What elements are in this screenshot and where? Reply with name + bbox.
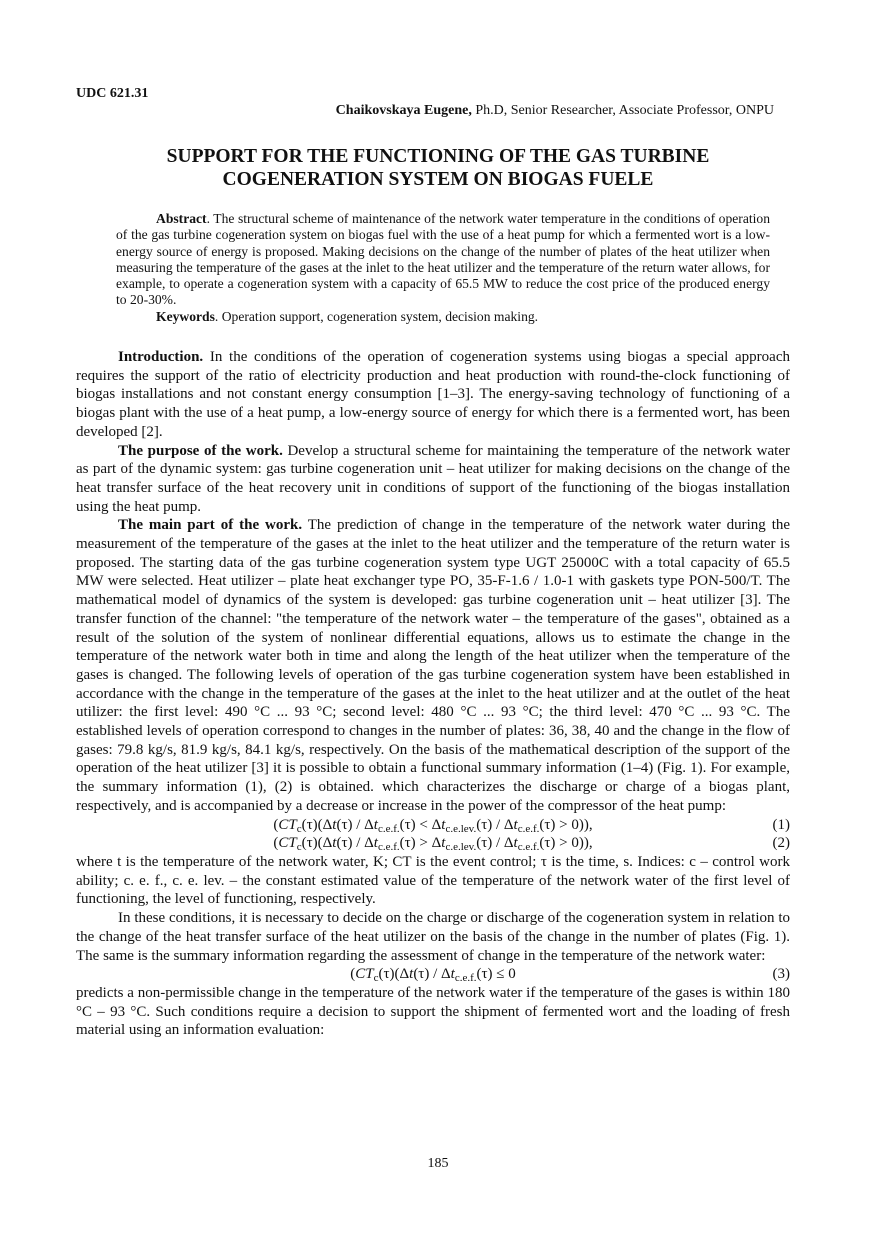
- main-part-text: The prediction of change in the temperature of the network water during the measurement of the temperature of the gases at the inlet to the heat utilizer and the temperature of the return water is proposed. The starting data of the gas turbine cogeneration system type UGT 25000C with a total capacity of 65.5 MW were selected. Heat utilizer – plate heat exchanger type PO, 35-F-1.6 / 1.0-1 with gaskets type PON-500/T. The mathematical model of dynamics of the system is developed: gas turbine cogeneration unit – heat utilizer [3]. The transfer function of the channel: "the temperature of the network water – the temperature of the gases", obtained as a result of the solution of the system of nonlinear differential equations, allows us to estimate the change in the temperature of the network water both in time and along the length of the heat utilizer when the temperature of the gases is changed. The following levels of operation of the gas turbine cogeneration system have been established in accordance with the change in the temperature of the gases at the inlet to the heat utilizer and at the outlet of the heat utilizer: the first level: 490 °C ... 93 °C; second level: 480 °C ... 93 °C; the third level: 470 °C ... 93 °C. The established levels of operation correspond to changes in the number of plates: 36, 38, 40 and the change in the flow of gases: 79.8 kg/s, 81.9 kg/s, 84.1 kg/s, respectively. On the basis of the mathematical description of the support of the operation of the heat utilizer [3] it is possible to obtain a functional summary information (1–4) (Fig. 1). For example, the summary information (1), (2) is obtained. which characterizes the discharge or charge of a biogas plant, respectively, and is accompanied by a decrease or increase in the power of the compressor of the heat pump:: [76, 517, 791, 814]
- equation-subscript: c.e.lev.: [445, 841, 477, 854]
- introduction-lead: Introduction.: [118, 349, 204, 365]
- equation-term: (: [273, 835, 279, 852]
- equation-subscript: c: [296, 841, 302, 854]
- author-affiliation: Ph.D, Senior Researcher, Associate Professor, ONPU: [471, 103, 774, 118]
- equation-term: (τ) > 0)),: [539, 816, 593, 833]
- keywords-lead: Keywords: [156, 308, 215, 324]
- page-number: 185: [427, 1156, 449, 1171]
- equation-subscript: c.e.f.: [454, 972, 477, 985]
- equation-term: CT: [278, 835, 297, 852]
- equation-subscript: c.e.lev.: [445, 822, 477, 835]
- abstract-lead: Abstract: [156, 211, 207, 226]
- main-part-paragraph: [76, 516, 790, 815]
- equation-subscript: c: [296, 822, 302, 835]
- equation-subscript: c.e.f.: [377, 822, 400, 835]
- equation-term: (τ) / Δ: [336, 835, 374, 852]
- equation-term: t: [450, 966, 455, 983]
- keywords-paragraph: [116, 309, 770, 325]
- abstract: [116, 211, 770, 325]
- introduction-paragraph: [76, 348, 790, 442]
- equation-term: (τ) / Δ: [413, 966, 451, 983]
- equation-term: (τ) > 0)),: [539, 835, 593, 852]
- equation-3: [76, 965, 790, 984]
- equation-subscript: c.e.f.: [517, 822, 540, 835]
- equation-term: (τ)(Δ: [301, 816, 333, 833]
- equation-term: t: [332, 835, 337, 852]
- equation-2: [76, 834, 790, 853]
- equation-term: t: [373, 835, 378, 852]
- purpose-paragraph: [76, 442, 790, 517]
- body-text: [76, 348, 790, 1040]
- equation-subscript: c.e.f.: [377, 841, 400, 854]
- equation-term: t: [441, 835, 446, 852]
- udc-code: UDC 621.31: [76, 86, 149, 101]
- purpose-lead: The purpose of the work.: [118, 442, 283, 459]
- equation-1: [76, 816, 790, 835]
- equation-number: (3): [772, 966, 790, 983]
- equation-term: (τ) ≤ 0: [476, 966, 516, 983]
- author-name: Chaikovskaya Eugene,: [335, 103, 472, 118]
- equation-term: CT: [355, 966, 374, 983]
- equation-term: (τ) < Δ: [399, 816, 442, 833]
- equation-term: t: [513, 835, 518, 852]
- author-line: [336, 103, 774, 119]
- equation-term: (τ) / Δ: [476, 835, 514, 852]
- equation-term: (: [350, 966, 356, 983]
- equation-term: t: [373, 816, 378, 833]
- equation-term: (τ)(Δ: [301, 835, 333, 852]
- equation-subscript: c.e.f.: [517, 841, 540, 854]
- equation-term: (τ) > Δ: [399, 835, 442, 852]
- equation-body: [273, 835, 593, 854]
- paper-title: [76, 145, 800, 191]
- abstract-paragraph: [116, 211, 770, 309]
- equation-term: t: [409, 966, 414, 983]
- equation-term: t: [513, 816, 518, 833]
- equation-term: (: [273, 816, 279, 833]
- purpose-text: Develop a structural scheme for maintaining the temperature of the network water as part of the dynamic system: gas turbine cogeneration unit – heat utilizer for making decisions on the change of the heat transfer surface of the heat recovery unit in conditions of support of the functioning of the biogas installation using the heat pump.: [76, 442, 790, 515]
- equation-term: t: [441, 816, 446, 833]
- keywords-text: . Operation support, cogeneration system, decision making.: [214, 308, 539, 324]
- equation-body: [273, 817, 592, 833]
- equation-body: [350, 966, 516, 985]
- equation-number: (2): [772, 835, 790, 852]
- title-line: COGENERATION SYSTEM ON BIOGAS FUELE: [222, 169, 654, 190]
- equation-term: (τ)(Δ: [378, 966, 410, 983]
- conditions-paragraph: In these conditions, it is necessary to decide on the charge or discharge of the cogeneration system in relation to the change of the heat transfer surface of the heat utilizer on the basis of the change in the number of plates (Fig. 1). The same is the summary information regarding the assessment of change in the temperature of the network water:: [76, 910, 790, 964]
- equation-term: t: [332, 816, 337, 833]
- where-paragraph: where t is the temperature of the network water, K; CT is the event control; τ is the time, s. Indices: c – control work ability; c. e. f., c. e. lev. – the constant estimated value of the temperature of the network water of the first level of functioning, the level of functioning, respectively.: [76, 853, 790, 908]
- main-part-lead: The main part of the work.: [118, 517, 303, 534]
- equation-term: (τ) / Δ: [476, 816, 514, 833]
- abstract-text: . The structural scheme of maintenance of the network water temperature in the conditions of operation of the gas turbine cogeneration system on biogas fuel with the use of a heat pump for which a fermented wort is a low-energy source of energy is proposed. Making decisions on the change of the number of plates of the heat utilizer when measuring the temperature of the gases at the inlet to the heat utilizer and the temperature of the return water allows, for example, to operate a cogeneration system with a capacity of 65.5 MW to reduce the cost price of the produced energy to 20-30%.: [116, 211, 770, 308]
- equation-subscript: c: [373, 972, 379, 985]
- introduction-text: In the conditions of the operation of cogeneration systems using biogas a special approach requires the support of the ratio of electricity production and heat production with round-the-clock functioning of biogas installations and not constant energy consumption [1–3]. The energy-saving technology of functioning of a biogas plant with the use of a heat pump, a low-energy source of energy for which there is a fermented wort, has been developed [2].: [76, 349, 790, 440]
- equation-number: (1): [772, 816, 790, 833]
- equation-term: (τ) / Δ: [336, 816, 374, 833]
- title-line: SUPPORT FOR THE FUNCTIONING OF THE GAS TURBINE: [166, 146, 710, 167]
- predicts-paragraph: predicts a non-permissible change in the temperature of the network water if the temperature of the gases is within 180 °C – 93 °C. Such conditions require a decision to support the shipment of fermented wort and the loading of fresh material using an information evaluation:: [76, 984, 790, 1039]
- equation-term: CT: [278, 816, 297, 833]
